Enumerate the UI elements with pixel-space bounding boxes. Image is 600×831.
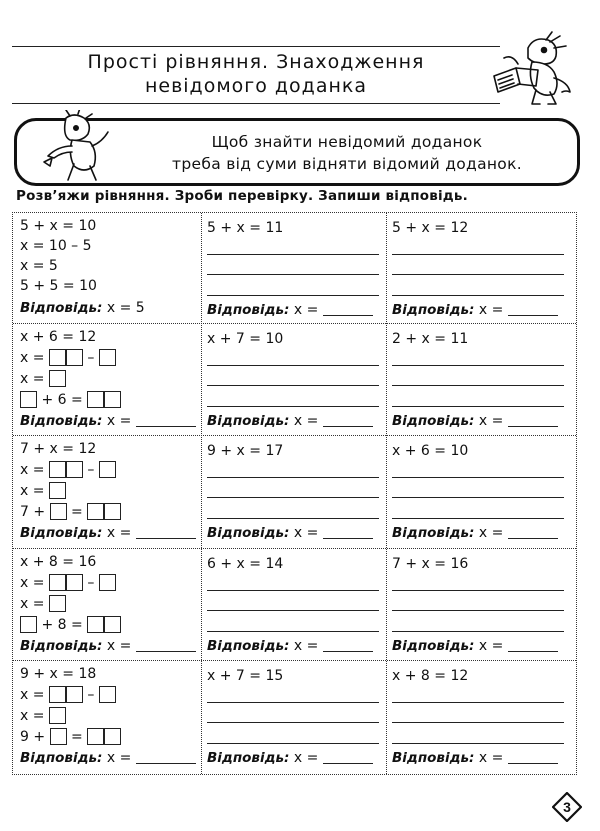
answer-row [20, 411, 196, 431]
title-top-rule [12, 46, 500, 47]
digit-box[interactable] [49, 482, 66, 499]
answer-blank[interactable] [323, 526, 373, 539]
row-divider [13, 548, 576, 549]
answer-label: Відповідь: [207, 525, 290, 541]
exercise-grid [12, 212, 577, 775]
check-row [20, 615, 121, 635]
answer-blank[interactable] [508, 303, 558, 316]
step-subtract-row: x = – [20, 348, 116, 368]
digit-box[interactable] [99, 461, 116, 478]
rule-line1: Щоб знайти невідомий доданок [211, 133, 483, 151]
x-equals-label: x = [20, 462, 45, 478]
exercise-cell [207, 327, 382, 431]
column-divider [201, 213, 202, 774]
exercise-cell [207, 216, 382, 320]
writing-line[interactable] [392, 631, 564, 632]
digit-box[interactable] [20, 616, 37, 633]
exercise-cell [207, 439, 382, 543]
page-title [12, 50, 500, 98]
writing-line[interactable] [207, 254, 379, 255]
digit-box[interactable] [104, 503, 121, 520]
exercise-cell [207, 552, 382, 656]
row-divider [13, 323, 576, 324]
answer-label: Відповідь: [207, 413, 290, 429]
x-equals-label: x = [20, 350, 45, 366]
exercise-cell [392, 664, 567, 768]
answer-blank[interactable] [323, 414, 373, 427]
answer-row [207, 748, 373, 768]
writing-line[interactable] [207, 610, 379, 611]
answer-label: Відповідь: [392, 302, 475, 318]
answer-blank[interactable] [508, 639, 558, 652]
answer-label: Відповідь: [207, 302, 290, 318]
step-subtract-row: x = – [20, 685, 116, 705]
writing-line[interactable] [207, 497, 379, 498]
digit-box[interactable] [50, 503, 67, 520]
row-divider [13, 660, 576, 661]
writing-line[interactable] [392, 477, 564, 478]
check-row [20, 502, 121, 522]
x-equals-label: x = [106, 525, 132, 541]
x-equals-label: x = [20, 575, 45, 591]
example-cell [20, 216, 195, 320]
writing-line[interactable] [392, 702, 564, 703]
answer-label: Відповідь: [20, 300, 103, 316]
x-equals-label: x = [293, 525, 319, 541]
check-row [20, 727, 121, 747]
equation: 7 + x = 12 [20, 441, 97, 457]
writing-line[interactable] [207, 385, 379, 386]
digit-box[interactable] [87, 616, 104, 633]
step-result-row [20, 594, 66, 614]
equation: 5 + x = 12 [392, 220, 469, 236]
answer-label: Відповідь: [392, 638, 475, 654]
example-answer-row [20, 298, 145, 318]
exercise-cell [20, 327, 195, 431]
x-equals-label: x = [106, 750, 132, 766]
check-prefix: 7 + [20, 504, 46, 520]
column-divider [386, 213, 387, 774]
writing-line[interactable] [392, 295, 564, 296]
writing-line[interactable] [207, 590, 379, 591]
example-step2: x = 5 [20, 258, 58, 274]
writing-line[interactable] [392, 497, 564, 498]
digit-box[interactable] [104, 616, 121, 633]
equation: x + 7 = 15 [207, 668, 284, 684]
instruction: Розв’яжи рівняння. Зроби перевірку. Запиши відповідь. [16, 188, 468, 204]
writing-line[interactable] [392, 518, 564, 519]
writing-line[interactable] [207, 631, 379, 632]
answer-row [392, 636, 558, 656]
check-operator: = [71, 729, 83, 745]
example-answer: x = 5 [106, 300, 145, 316]
answer-blank[interactable] [508, 751, 558, 764]
step-result-row [20, 369, 66, 389]
answer-row [392, 523, 558, 543]
answer-row [207, 523, 373, 543]
x-equals-label: x = [293, 413, 319, 429]
digit-box[interactable] [49, 461, 66, 478]
answer-label: Відповідь: [392, 750, 475, 766]
writing-line[interactable] [207, 518, 379, 519]
x-equals-label: x = [20, 687, 45, 703]
rule-line2: треба від суми відняти відомий доданок. [172, 155, 522, 173]
answer-label: Відповідь: [392, 525, 475, 541]
x-equals-label: x = [20, 483, 45, 499]
check-prefix: 9 + [20, 729, 46, 745]
step-result-row [20, 706, 66, 726]
answer-row [392, 748, 558, 768]
check-operator: = [71, 504, 83, 520]
answer-blank[interactable] [508, 526, 558, 539]
writing-line[interactable] [392, 722, 564, 723]
page-title-line2: невідомого доданка [144, 75, 368, 97]
writing-line[interactable] [207, 274, 379, 275]
title-bottom-rule [12, 103, 500, 104]
exercise-cell [20, 439, 195, 543]
answer-blank[interactable] [323, 303, 373, 316]
writing-line[interactable] [392, 743, 564, 744]
answer-row [20, 748, 196, 768]
digit-box[interactable] [50, 728, 67, 745]
writing-line[interactable] [392, 590, 564, 591]
dragon-book-illustration [488, 28, 576, 114]
exercise-cell [20, 552, 195, 656]
digit-box[interactable] [49, 707, 66, 724]
equation: 2 + x = 11 [392, 331, 469, 347]
answer-row [20, 636, 196, 656]
page-number-badge [552, 792, 582, 822]
digit-box[interactable] [99, 574, 116, 591]
equation: 7 + x = 16 [392, 556, 469, 572]
answer-blank[interactable] [323, 751, 373, 764]
digit-box[interactable] [99, 349, 116, 366]
answer-blank[interactable] [136, 639, 196, 652]
answer-label: Відповідь: [20, 525, 103, 541]
digit-box[interactable] [87, 503, 104, 520]
row-divider [13, 435, 576, 436]
check-row [20, 390, 121, 410]
answer-row [392, 300, 558, 320]
exercise-cell [392, 216, 567, 320]
digit-box[interactable] [66, 686, 83, 703]
answer-blank[interactable] [136, 751, 196, 764]
equation: x + 8 = 16 [20, 554, 97, 570]
equation: x + 7 = 10 [207, 331, 284, 347]
writing-line[interactable] [392, 406, 564, 407]
writing-line[interactable] [392, 365, 564, 366]
digit-box[interactable] [66, 349, 83, 366]
equation: x + 8 = 12 [392, 668, 469, 684]
answer-label: Відповідь: [20, 413, 103, 429]
answer-row [207, 636, 373, 656]
writing-line[interactable] [207, 702, 379, 703]
writing-line[interactable] [207, 406, 379, 407]
equation: x + 6 = 12 [20, 329, 97, 345]
digit-box[interactable] [104, 391, 121, 408]
equation: x + 6 = 10 [392, 443, 469, 459]
title-block [12, 46, 500, 106]
digit-box[interactable] [87, 391, 104, 408]
writing-line[interactable] [207, 295, 379, 296]
digit-box[interactable] [49, 574, 66, 591]
answer-row [392, 411, 558, 431]
x-equals-label: x = [293, 750, 319, 766]
writing-line[interactable] [207, 743, 379, 744]
exercise-cell [392, 327, 567, 431]
answer-blank[interactable] [323, 639, 373, 652]
answer-label: Відповідь: [207, 750, 290, 766]
x-equals-label: x = [106, 413, 132, 429]
writing-line[interactable] [207, 365, 379, 366]
answer-blank[interactable] [508, 414, 558, 427]
example-step1: x = 10 – 5 [20, 238, 92, 254]
digit-box[interactable] [66, 461, 83, 478]
page-title-line1: Прості рівняння. Знаходження [87, 51, 425, 73]
writing-line[interactable] [392, 385, 564, 386]
answer-label: Відповідь: [207, 638, 290, 654]
step-result-row [20, 481, 66, 501]
x-equals-label: x = [478, 525, 504, 541]
exercise-cell [392, 439, 567, 543]
dragon-illustration [36, 110, 120, 186]
example-equation: 5 + x = 10 [20, 218, 97, 234]
equation: 9 + x = 18 [20, 666, 97, 682]
answer-row [207, 411, 373, 431]
writing-line[interactable] [207, 477, 379, 478]
digit-box[interactable] [49, 595, 66, 612]
x-equals-label: x = [478, 638, 504, 654]
answer-label: Відповідь: [20, 638, 103, 654]
rule-text [137, 131, 557, 175]
equation: 6 + x = 14 [207, 556, 284, 572]
writing-line[interactable] [392, 254, 564, 255]
x-equals-label: x = [478, 302, 504, 318]
equation: 5 + x = 11 [207, 220, 284, 236]
digit-box[interactable] [49, 370, 66, 387]
exercise-cell [207, 664, 382, 768]
example-check: 5 + 5 = 10 [20, 278, 97, 294]
answer-blank[interactable] [136, 526, 196, 539]
x-equals-label: x = [293, 638, 319, 654]
check-operator: + 6 = [41, 392, 83, 408]
check-operator: + 8 = [41, 617, 83, 633]
answer-label: Відповідь: [20, 750, 103, 766]
step-subtract-row: x = – [20, 460, 116, 480]
exercise-cell [20, 664, 195, 768]
digit-box[interactable] [99, 686, 116, 703]
page-number: 3 [563, 799, 571, 815]
answer-blank[interactable] [136, 414, 196, 427]
x-equals-label: x = [20, 708, 45, 724]
digit-box[interactable] [20, 391, 37, 408]
x-equals-label: x = [20, 596, 45, 612]
answer-row [207, 300, 373, 320]
answer-row [20, 523, 196, 543]
digit-box[interactable] [49, 349, 66, 366]
exercise-cell [392, 552, 567, 656]
writing-line[interactable] [392, 274, 564, 275]
digit-box[interactable] [87, 728, 104, 745]
answer-label: Відповідь: [392, 413, 475, 429]
equation: 9 + x = 17 [207, 443, 284, 459]
x-equals-label: x = [293, 302, 319, 318]
step-subtract-row: x = – [20, 573, 116, 593]
x-equals-label: x = [478, 750, 504, 766]
writing-line[interactable] [207, 722, 379, 723]
digit-box[interactable] [104, 728, 121, 745]
x-equals-label: x = [478, 413, 504, 429]
writing-line[interactable] [392, 610, 564, 611]
x-equals-label: x = [106, 638, 132, 654]
digit-box[interactable] [66, 574, 83, 591]
digit-box[interactable] [49, 686, 66, 703]
x-equals-label: x = [20, 371, 45, 387]
